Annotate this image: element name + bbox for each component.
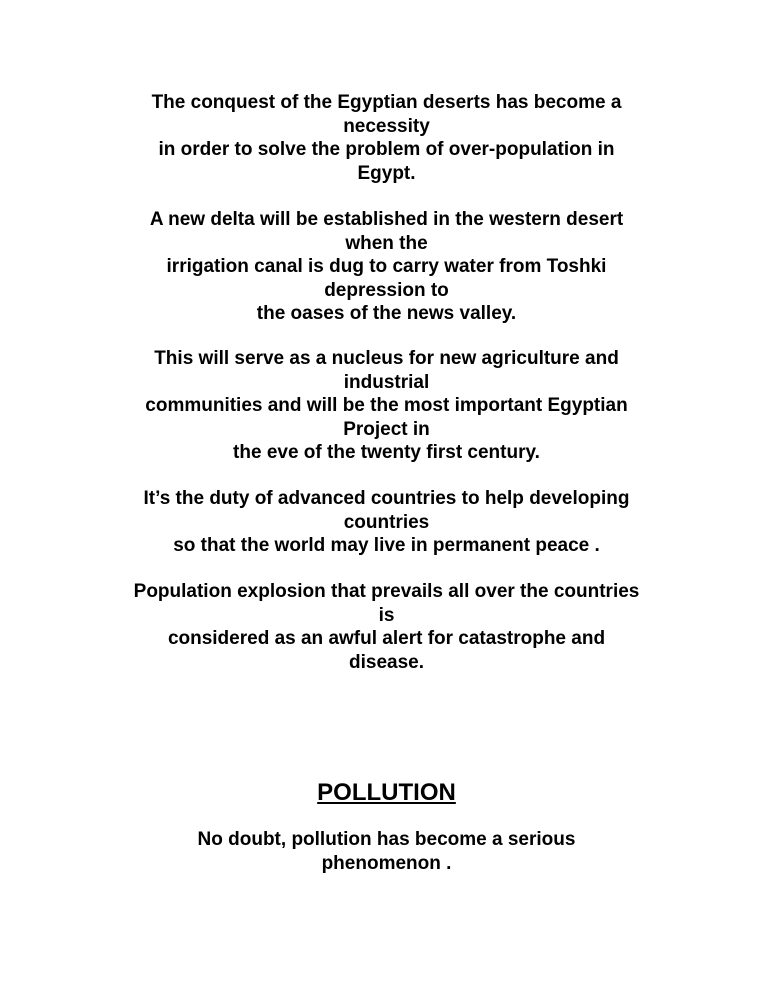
- text-line: necessity: [343, 115, 430, 137]
- text-line: countries: [343, 511, 430, 533]
- paragraph-population-explosion: [0, 580, 773, 674]
- text-line: The conquest of the Egyptian deserts has become a: [151, 92, 622, 113]
- text-line: irrigation canal is dug to carry water from Toshki: [166, 256, 607, 277]
- text-line: the oases of the news valley.: [256, 303, 517, 324]
- text-line: No doubt, pollution has become a serious: [197, 829, 576, 850]
- text-line: disease.: [349, 651, 424, 673]
- text-line: Population explosion that prevails all over the countries: [133, 581, 640, 602]
- paragraph-deserts: [0, 91, 773, 185]
- text-line: This will serve as a nucleus for new agriculture and: [154, 348, 619, 369]
- paragraph-advanced-countries: [0, 487, 773, 558]
- paragraph-new-delta: [0, 208, 773, 326]
- text-line: communities and will be the most important Egyptian: [145, 395, 628, 416]
- section-heading: POLLUTION: [317, 779, 456, 806]
- paragraph-nucleus: [0, 347, 773, 465]
- text-line: It’s the duty of advanced countries to help developing: [143, 488, 630, 509]
- text-line: phenomenon .: [321, 852, 452, 874]
- text-line: considered as an awful alert for catastrophe and: [167, 628, 606, 649]
- text-line: A new delta will be established in the western desert: [149, 209, 624, 230]
- text-line: so that the world may live in permanent peace .: [173, 535, 600, 556]
- text-line: Project in: [343, 418, 430, 440]
- text-line: is: [378, 604, 395, 626]
- text-line: Egypt.: [357, 162, 416, 184]
- text-line: when the: [345, 232, 428, 254]
- text-line: depression to: [324, 279, 449, 301]
- text-line: industrial: [343, 371, 430, 393]
- text-line: in order to solve the problem of over-population in: [158, 139, 615, 160]
- text-line: the eve of the twenty first century.: [233, 442, 540, 463]
- paragraph-pollution: [0, 828, 773, 875]
